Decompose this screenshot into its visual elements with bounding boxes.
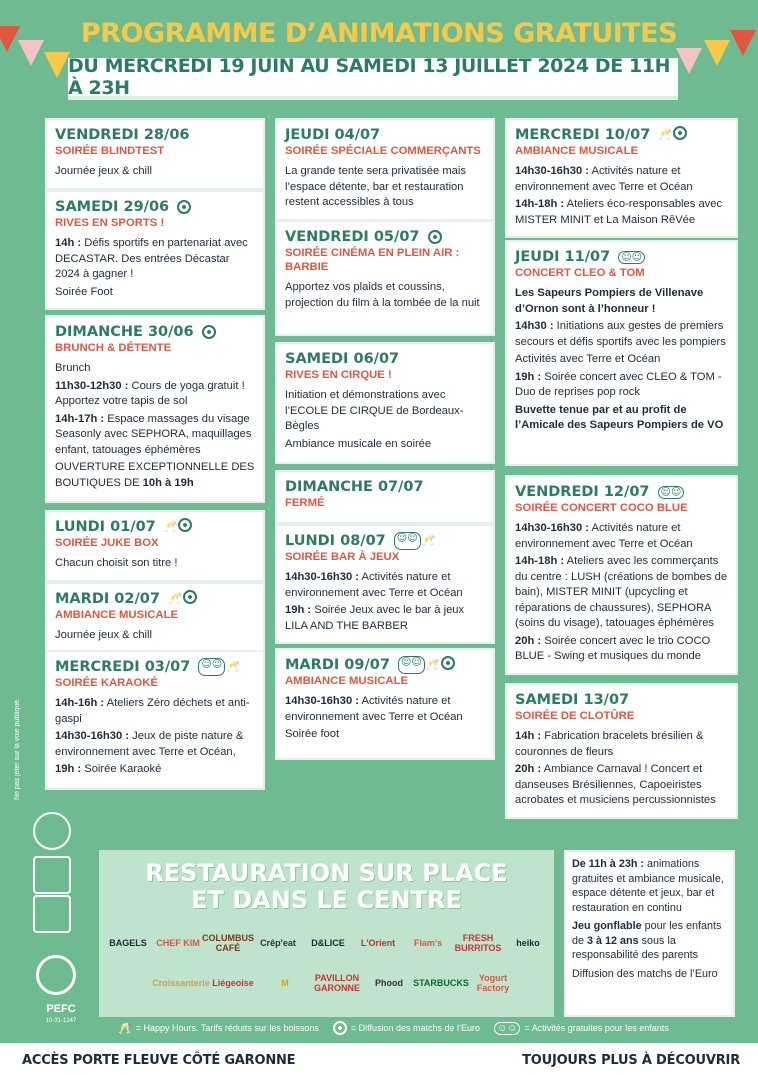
football-icon (177, 200, 191, 214)
day-card (275, 220, 495, 336)
day-label: VENDREDI 12/07 (515, 484, 650, 500)
line-text: La grande tente sera privatisée mais l’espace détente, bar et restauration restent accessibles à tous (285, 165, 466, 208)
football-icon (183, 590, 197, 604)
day-label: LUNDI 08/07 (285, 533, 386, 549)
day-heading (285, 126, 485, 144)
day-card (275, 524, 495, 644)
line-text: Journée jeux & chill (55, 629, 153, 641)
restaurant-logo: Phood (375, 978, 403, 988)
schedule-line (55, 460, 255, 491)
event-title: SOIRÉE KARAOKÉ (55, 677, 158, 689)
restaurant-logo: M (281, 978, 289, 988)
time-label: 14h : (55, 237, 82, 249)
time-label: 19h : (55, 763, 82, 775)
recycle-icon (33, 812, 71, 850)
line-text: Soirée concert avec CLEO & TOM - Duo de reprises pop rock (515, 370, 722, 398)
pefc-code: 10-31-1247 (45, 1018, 77, 1024)
event-title: SOIRÉE BAR À JEUX (285, 551, 400, 563)
day-label: MERCREDI 03/07 (55, 659, 191, 675)
schedule-line (285, 280, 485, 311)
event-title: SOIRÉE DE CLOTÛRE (515, 710, 635, 722)
line-text: OUVERTURE EXCEPTIONNELLE DES BOUTIQUES DE (55, 461, 255, 489)
time-label: 14h30-16h30 : (515, 165, 590, 177)
day-heading (55, 323, 255, 341)
time-label: 14h-18h : (515, 555, 565, 567)
day-label: JEUDI 04/07 (285, 127, 381, 143)
event-title: RIVES EN SPORTS ! (55, 217, 165, 229)
schedule-line (515, 370, 728, 401)
day-heading (515, 248, 728, 266)
schedule-line (515, 403, 728, 434)
line-text: Ateliers Zéro déchets et anti-gaspi (55, 697, 250, 725)
footer-right: TOUJOURS PLUS À DÉCOUVRIR (522, 1053, 740, 1068)
restauration-panel (99, 850, 554, 1017)
day-label: VENDREDI 28/06 (55, 127, 190, 143)
footer-left: ACCÈS PORTE FLEUVE CÔTÉ GARONNE (22, 1053, 296, 1068)
day-heading (285, 656, 485, 674)
line-text: Activités nature et environnement avec Terre et Océan (515, 165, 693, 193)
time-label: 20h : (515, 763, 542, 775)
event-title: SOIRÉE CINÉMA EN PLEIN AIR : BARBIE (285, 247, 460, 273)
day-heading (55, 658, 255, 676)
schedule-line (55, 729, 255, 760)
line-text: Initiations aux gestes de premiers secours et défis sportifs avec les pompiers (515, 320, 726, 348)
day-label: SAMEDI 29/06 (55, 199, 170, 215)
restauration-title-line1: RESTAURATION SUR PLACE (145, 859, 508, 887)
time-label: 14h30-16h30 : (55, 730, 130, 742)
info-inflatable-label: Jeu gonflable (572, 920, 642, 932)
day-card (505, 475, 738, 675)
football-icon (333, 1021, 347, 1035)
event-title: SOIRÉE JUKE BOX (55, 537, 159, 549)
paper-icon (33, 856, 71, 894)
line-text: Ateliers éco-responsables avec MISTER MINIT et La Maison RêVée (515, 198, 723, 226)
line-text: Ateliers avec les commerçants du centre : LUSH (créations de bombes de bain), MISTER MINIT (upcycling et réparations de chaussures), SEPHORA (soins du visage), tatouages éphémères (515, 555, 728, 629)
restaurant-logo: Crêp'eat (260, 938, 296, 948)
glasses-icon: 🥂 (118, 1022, 132, 1035)
line-emphasis: 10h à 19h (142, 476, 194, 489)
line-text: Activités nature et environnement avec Terre et Océan (515, 522, 693, 550)
time-label: 14h30-16h30 : (285, 571, 360, 583)
day-card (505, 240, 738, 466)
schedule-line (515, 319, 728, 350)
restaurant-logo: COLUMBUS CAFÉ (202, 933, 254, 953)
event-title: FERMÉ (285, 497, 325, 509)
football-icon (178, 518, 192, 532)
day-card (275, 118, 495, 221)
schedule-line (285, 570, 485, 601)
glasses-icon: 🥂 (226, 660, 240, 673)
day-label: SAMEDI 13/07 (515, 692, 630, 708)
glasses-icon: 🥂 (421, 534, 436, 547)
football-icon (441, 656, 455, 670)
time-label: 14h : (515, 730, 542, 742)
legend-euro: = Diffusion des matchs de l’Euro (350, 1023, 481, 1033)
info-inflatable (572, 919, 727, 963)
restaurant-logo: heiko (516, 938, 540, 948)
kids-icon: ☺☺ (494, 1022, 520, 1035)
legend-kids: = Activités gratuites pour les enfants (524, 1023, 669, 1033)
day-card (45, 190, 265, 310)
day-label: SAMEDI 06/07 (285, 351, 400, 367)
day-card (45, 315, 265, 503)
football-icon (202, 325, 216, 339)
line-text: Activités avec Terre et Océan (515, 353, 661, 365)
page-title: PROGRAMME D’ANIMATIONS GRATUITES (80, 18, 678, 49)
schedule-line (515, 634, 728, 665)
football-icon (428, 230, 442, 244)
event-title: RIVES EN CIRQUE ! (285, 369, 392, 381)
time-label: 11h30-12h30 : (55, 379, 129, 392)
info-hours-label: De 11h à 23h : (572, 858, 645, 870)
day-heading (285, 478, 485, 496)
line-text: Activités nature et environnement avec Terre et Océan (285, 695, 463, 723)
day-heading (285, 228, 485, 246)
day-card (275, 648, 495, 760)
time-label: 14h-17h : (55, 412, 105, 425)
day-heading (55, 518, 255, 536)
line-text: Espace massages du visage Seasonly avec SEPHORA, maquillages enfant, tatouages éphémères (55, 412, 252, 456)
kids-icon: ☺☺ (658, 486, 685, 499)
time-label: 14h-16h : (55, 697, 105, 709)
schedule-line (55, 556, 255, 572)
event-title: BRUNCH & DÉTENTE (55, 342, 172, 354)
info-inflatable-note: sous la responsabilité des parents (572, 934, 699, 961)
event-title: AMBIANCE MUSICALE (515, 145, 639, 157)
line-text: Brunch (55, 362, 91, 374)
schedule-line (55, 762, 255, 778)
day-label: DIMANCHE 30/06 (55, 324, 194, 340)
day-label: LUNDI 01/07 (55, 519, 156, 535)
info-euro: Diffusion des matchs de l’Euro (572, 967, 718, 980)
line-text: Soirée Foot (55, 285, 113, 298)
info-age-range: 3 à 12 ans (587, 934, 639, 947)
football-icon (673, 126, 687, 140)
day-heading (285, 532, 485, 550)
restaurant-logo (105, 966, 153, 1000)
restaurant-logo: CHEF KIM (156, 938, 200, 948)
schedule-line (515, 554, 728, 632)
time-label: 19h : (515, 370, 542, 383)
event-title: AMBIANCE MUSICALE (285, 675, 409, 687)
day-label: VENDREDI 05/07 (285, 229, 420, 245)
schedule-line (285, 388, 485, 435)
schedule-line (515, 521, 728, 552)
schedule-line (55, 164, 255, 180)
restaurant-logo: FRESH BURRITOS (454, 933, 502, 953)
date-range-banner: DU MERCREDI 19 JUIN AU SAMEDI 13 JUILLET 2024 DE 11H À 23H (68, 58, 678, 100)
time-label: 14h-18h : (515, 198, 565, 210)
schedule-line (285, 727, 485, 743)
restaurant-logo: Yogurt Factory (476, 973, 510, 993)
time-label: Buvette tenue par et au profit de l’Amicale des Sapeurs Pompiers de VO (515, 403, 724, 431)
day-heading (55, 126, 255, 144)
bunting-flag (676, 48, 702, 74)
schedule-line (285, 603, 485, 634)
schedule-line (515, 352, 728, 368)
day-label: MERCREDI 10/07 (515, 127, 651, 143)
kids-icon: ☺☺ (198, 658, 225, 676)
restaurant-logo: STARBUCKS (413, 978, 469, 988)
day-card (45, 118, 265, 190)
schedule-line (55, 696, 255, 727)
time-label: 14h30-16h30 : (515, 522, 590, 534)
day-card (45, 650, 265, 790)
info-inflatable-text: pour les enfants de (572, 920, 722, 947)
schedule-line (55, 285, 255, 301)
glasses-icon: 🥂 (425, 658, 440, 671)
schedule-line (515, 164, 728, 195)
day-heading (55, 590, 255, 608)
day-heading (285, 350, 485, 368)
line-text: Cours de yoga gratuit ! Apportez votre tapis de sol (55, 379, 245, 407)
day-label: MARDI 09/07 (285, 657, 390, 673)
schedule-line (55, 412, 255, 459)
line-text: Jeux de piste nature & environnement avec Terre et Océan, (55, 730, 244, 758)
kids-icon: ☺☺ (618, 251, 645, 264)
restaurant-logo: Croissanterie (152, 978, 210, 988)
line-text: Apportez vos plaids et coussins, projection du film à la tombée de la nuit (285, 281, 480, 309)
day-card (45, 582, 265, 654)
bin-icon (33, 895, 71, 933)
schedule-line (285, 437, 485, 453)
kids-icon: ☺☺ (394, 532, 421, 550)
event-title: AMBIANCE MUSICALE (55, 609, 179, 621)
day-card (275, 342, 495, 464)
restauration-title-line2: ET DANS LE CENTRE (191, 886, 462, 914)
day-card (505, 683, 738, 819)
schedule-line (515, 197, 728, 228)
info-hours-text: animations gratuites et ambiance musicale, espace détente et jeux, bar et restauration en continu (572, 858, 724, 914)
restaurant-logo: BAGELS (109, 938, 147, 948)
line-text: Soirée Jeux avec le bar à jeux LILA AND THE BARBER (285, 604, 465, 632)
schedule-line (55, 628, 255, 644)
kids-icon: ☺☺ (398, 656, 425, 674)
day-heading (55, 198, 255, 216)
line-text: Ambiance Carnaval ! Concert et danseuses Brésiliennes, Capoeiristes acrobates et musiciens percussionnistes (515, 763, 716, 806)
restaurant-logo: L'Orient (360, 938, 396, 948)
schedule-line (55, 236, 255, 283)
restaurant-logo: Flam's (413, 938, 443, 948)
event-title: SOIRÉE SPÉCIALE COMMERÇANTS (285, 145, 481, 157)
restaurant-logo: Liégeoise (212, 978, 254, 988)
pefc-logo (36, 955, 76, 995)
time-label: 14h30 : (515, 320, 554, 332)
line-text: Fabrication bracelets brésilien & couronnes de fleurs (515, 730, 704, 758)
day-heading (515, 691, 728, 709)
info-box (564, 850, 735, 1017)
day-card (45, 510, 265, 582)
schedule-line (55, 361, 255, 377)
day-label: MARDI 02/07 (55, 591, 160, 607)
glasses-icon: 🥂 (658, 128, 673, 141)
restaurant-logos (105, 926, 551, 1000)
restaurant-logo: D&LICE (311, 938, 345, 948)
legend-happy-hours: = Happy Hours. Tarifs réduits sur les boissons (135, 1023, 319, 1033)
line-text: Soirée concert avec le trio COCO BLUE - Swing et musiques du monde (515, 634, 711, 662)
line-text: Initiation et démonstrations avec l’ECOLE DE CIRQUE de Bordeaux-Bègles (285, 389, 464, 432)
day-card (275, 470, 495, 524)
time-label: 14h30-16h30 : (285, 695, 360, 707)
schedule-line (515, 729, 728, 760)
time-label: Les Sapeurs Pompiers de Villenave d’Ornon sont à l’honneur ! (515, 287, 704, 315)
day-card (505, 118, 738, 238)
glasses-icon: 🥂 (167, 592, 182, 605)
time-label: 19h : (285, 604, 312, 616)
schedule-line (55, 379, 255, 410)
pefc-label: PEFC (46, 1003, 76, 1015)
info-hours (572, 857, 727, 915)
restauration-title (99, 860, 554, 914)
litter-notice: Ne pas jeter sur la voie publique. (14, 698, 21, 800)
line-text: Journée jeux & chill (55, 165, 153, 177)
day-label: DIMANCHE 07/07 (285, 479, 424, 495)
line-text: Défis sportifs en partenariat avec DECASTAR. Des entrées Décastar 2024 à gagner ! (55, 237, 248, 280)
line-text: Soirée foot (285, 728, 340, 740)
glasses-icon: 🥂 (163, 520, 178, 533)
line-text: Soirée Karaoké (81, 763, 162, 775)
event-title: CONCERT CLEO & TOM (515, 267, 645, 279)
event-title: SOIRÉE BLINDTEST (55, 145, 165, 157)
line-text: Ambiance musicale en soirée (285, 437, 432, 450)
legend (118, 1021, 738, 1035)
restaurant-logo: PAVILLON GARONNE (313, 973, 360, 993)
bunting-flag (44, 52, 70, 78)
day-label: JEUDI 11/07 (515, 249, 611, 265)
schedule-line (285, 694, 485, 725)
schedule-line (515, 286, 728, 317)
schedule-line (515, 762, 728, 809)
time-label: 20h : (515, 634, 542, 647)
day-heading (515, 126, 728, 144)
line-text: Activités nature et environnement avec Terre et Océan (285, 571, 463, 599)
event-title: SOIRÉE CONCERT COCO BLUE (515, 502, 688, 514)
line-text: Chacun choisit son titre ! (55, 557, 178, 569)
schedule-line (285, 164, 485, 211)
day-heading (515, 483, 728, 501)
